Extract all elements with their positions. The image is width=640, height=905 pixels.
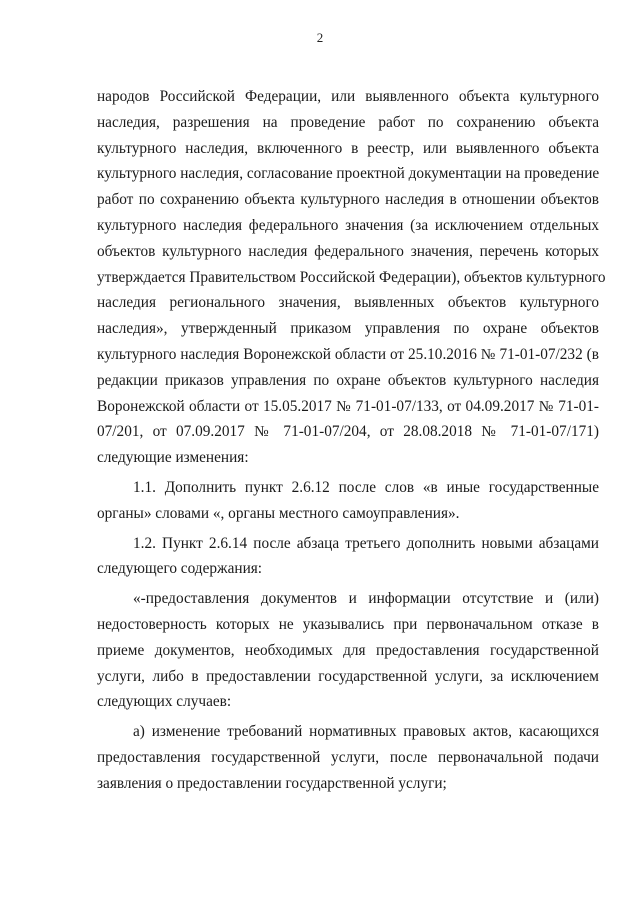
text-line: народов Российской Федерации, или выявленного объекта культурного [97, 88, 599, 105]
text-line: культурного наследия Воронежской области от 25.10.2016 № 71-01-07/232 (в [97, 345, 599, 363]
text-line: недостоверность которых не указывались при первоначальном отказе в [97, 615, 599, 633]
text-line: следующих случаев: [97, 693, 232, 711]
text-line: работ по сохранению объекта культурного наследия в отношении объектов [97, 191, 599, 209]
text-line: органы» словами «, органы местного самоуправления». [97, 504, 460, 522]
text-line: следующие изменения: [97, 449, 249, 467]
text-line: приеме документов, необходимых для предоставления государственной [97, 641, 599, 659]
text-line: объектов культурного наследия федерального значения, перечень которых [97, 242, 599, 260]
text-line: «-предоставления документов и информации отсутствие и (или) [133, 590, 599, 608]
text-line: 1.1. Дополнить пункт 2.6.12 после слов «в иные государственные [133, 478, 599, 496]
text-line: заявления о предоставлении государственной услуги; [97, 774, 447, 792]
text-line: наследия», утвержденный приказом управления по охране объектов [97, 320, 599, 338]
paragraph-quoted-amendment [97, 586, 599, 715]
text-line: а) изменение требований нормативных правовых актов, касающихся [133, 723, 599, 741]
text-line: наследия, разрешения на проведение работ по сохранению объекта [97, 113, 599, 131]
document-body [97, 84, 606, 797]
text-line: Воронежской области от 15.05.2017 № 71-01-07/133, от 04.09.2017 № 71-01- [97, 397, 599, 415]
text-line: 07/201, от 07.09.2017 № 71-01-07/204, от 28.08.2018 № 71-01-07/171) [97, 423, 599, 441]
paragraph-subitem-a [97, 719, 599, 796]
paragraph-item-1-1 [97, 475, 599, 527]
paragraph-item-1-2 [97, 531, 599, 583]
text-line: культурного наследия, включенного в реестр, или выявленного объекта [97, 139, 599, 157]
text-line: 1.2. Пункт 2.6.14 после абзаца третьего дополнить новыми абзацами [133, 534, 599, 552]
text-line: следующего содержания: [97, 560, 263, 578]
text-line: культурного наследия, согласование проектной документации на проведение [97, 165, 600, 183]
text-line: наследия регионального значения, выявленных объектов культурного [97, 294, 599, 312]
text-line: утверждается Правительством Российской Федерации), объектов культурного [97, 268, 606, 286]
text-line: услуги, либо в предоставлении государственной услуги, за исключением [97, 667, 599, 685]
text-line: предоставления государственной услуги, после первоначальной подачи [97, 748, 599, 766]
page-number: 2 [316, 30, 324, 45]
text-line: культурного наследия федерального значения (за исключением отдельных [97, 216, 599, 234]
text-line: редакции приказов управления по охране объектов культурного наследия [97, 371, 599, 389]
paragraph-continuation [97, 84, 606, 471]
